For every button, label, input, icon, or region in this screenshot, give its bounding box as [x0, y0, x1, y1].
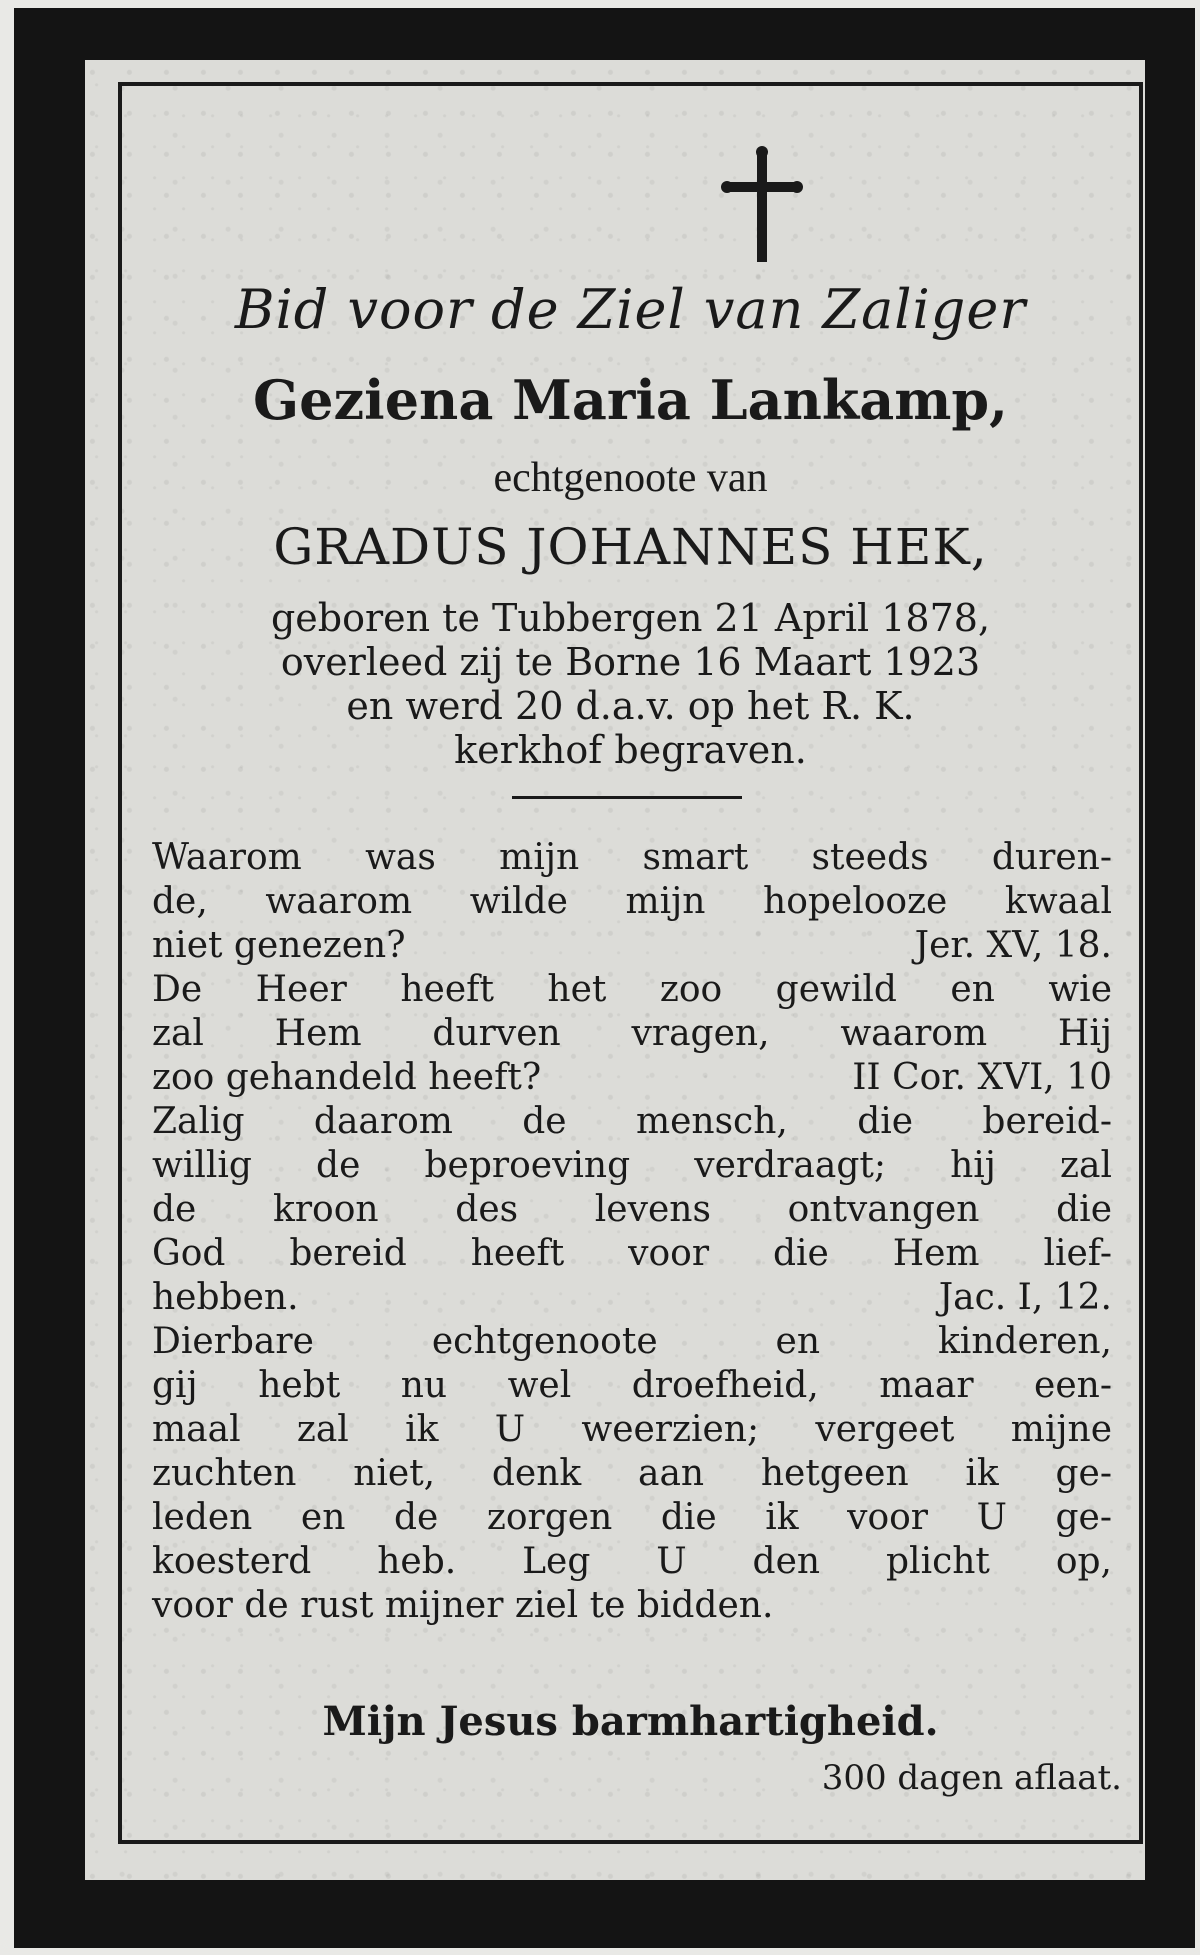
- verse-text: niet genezen?: [152, 925, 406, 966]
- verse-line: willig de beproeving verdraagt; hij zal: [152, 1145, 1112, 1186]
- verse-line: voor de rust mijner ziel te bidden.: [152, 1585, 774, 1626]
- verse-line: Dierbare echtgenoote en kinderen,: [152, 1321, 1112, 1362]
- life-line: en werd 20 d.a.v. op het R. K.: [346, 684, 915, 728]
- card-content: [122, 86, 1139, 1840]
- verse-line: God bereid heeft voor die Hem lief-: [152, 1233, 1112, 1274]
- verse-line: Waarom was mijn smart steeds duren-: [152, 837, 1112, 878]
- divider-rule: [512, 796, 742, 799]
- life-line: overleed zij te Borne 16 Maart 1923: [280, 640, 981, 684]
- indulgence-note: 300 dagen aflaat.: [821, 1758, 1122, 1798]
- verse-line: Zalig daarom de mensch, die bereid-: [152, 1101, 1112, 1142]
- deceased-name: Geziena Maria Lankamp,: [253, 368, 1008, 432]
- verse-reference: Jer. XV, 18.: [914, 925, 1112, 966]
- verse-line: [152, 1276, 1112, 1320]
- verse-line: maal zal ik U weerzien; vergeet mijne: [152, 1409, 1112, 1450]
- life-line: geboren te Tubbergen 21 April 1878,: [270, 596, 991, 640]
- verse-line: de kroon des levens ontvangen die: [152, 1189, 1112, 1230]
- card-heading: Bid voor de Ziel van Zaliger: [234, 278, 1027, 341]
- life-line: kerkhof begraven.: [454, 728, 807, 772]
- verse-line: de, waarom wilde mijn hopelooze kwaal: [152, 881, 1112, 922]
- verse-text: zoo gehandeld heeft?: [152, 1057, 542, 1098]
- verse-text: hebben.: [152, 1277, 299, 1318]
- verse-line: zal Hem durven vragen, waarom Hij: [152, 1013, 1112, 1054]
- cross-icon: [717, 146, 807, 266]
- verse-line: gij hebt nu wel droefheid, maar een-: [152, 1365, 1112, 1406]
- verse-line: [152, 924, 1112, 968]
- verse-line: zuchten niet, denk aan hetgeen ik ge-: [152, 1453, 1112, 1494]
- verse-line: [152, 1056, 1112, 1100]
- spouse-intro: echtgenoote van: [493, 455, 768, 501]
- spouse-name: GRADUS JOHANNES HEK,: [273, 518, 988, 576]
- verse-line: koesterd heb. Leg U den plicht op,: [152, 1541, 1112, 1582]
- verse-reference: II Cor. XVI, 10: [852, 1057, 1112, 1098]
- verse-reference: Jac. I, 12.: [938, 1277, 1112, 1318]
- closing-prayer: Mijn Jesus barmhartigheid.: [322, 1698, 939, 1745]
- verse-line: leden en de zorgen die ik voor U ge-: [152, 1497, 1112, 1538]
- verse-line: De Heer heeft het zoo gewild en wie: [152, 969, 1112, 1010]
